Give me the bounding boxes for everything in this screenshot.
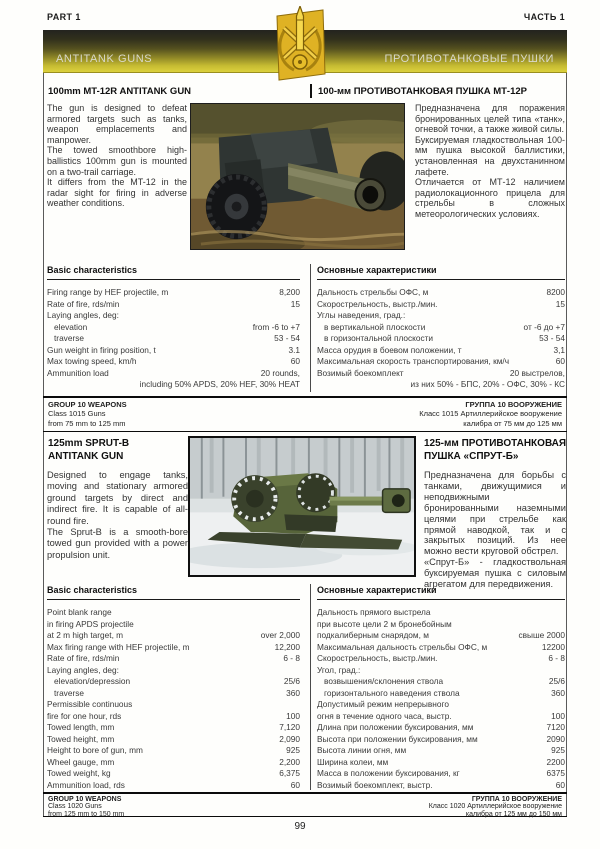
spec-value: 8,200 [279,287,300,297]
spec-row [317,688,565,700]
spec-row [47,745,300,757]
spec-row [317,757,565,769]
spec-row [317,780,565,792]
spec-row [317,630,565,642]
spec-label: Firing range by HEF projectile, m [47,287,169,297]
specs-table-ru [317,607,565,791]
paragraph: It differs from the MT-12 in the radar sight for firing in adverse weather conditions. [47,177,187,209]
running-head-part-ru: ЧАСТЬ 1 [523,12,565,22]
spec-label: Max towing speed, km/h [47,356,137,366]
spec-value [449,699,565,711]
group-line: GROUP 10 WEAPONS [48,400,127,409]
spec-label: traverse [54,333,84,343]
gun2-description-ru [424,470,566,590]
spec-row [317,619,565,631]
spec-value: from -6 to +7 [252,321,300,332]
group-footer-1-en [48,400,127,429]
paragraph: Буксируемая гладкоствольная 100-мм пушка высокой баллистики, установленная на двухстанинном лафете. [415,134,565,177]
paragraph: The Sprut-B is a smooth-bore towed gun provided with a power propulsion unit. [47,527,188,560]
spec-value: из них 50% - БПС, 20% - ОФС, 30% - КС [410,379,565,389]
gun2-description-en [47,470,188,561]
spec-row [47,688,300,700]
gun1-title-ru: 100-мм ПРОТИВОТАНКОВАЯ ПУШКА МТ-12Р [318,86,527,97]
spec-label: Скорострельность, выстр./мин. [317,298,438,309]
spec-label: Высота линии огня, мм [317,745,407,755]
spec-row [317,607,565,619]
spec-label: в вертикальной плоскости [324,321,426,332]
spec-value: 20 rounds, [260,367,300,378]
spec-value [132,699,300,711]
paragraph: Designed to engage tanks, moving and stationary armored ground targets by direct and indirect fire. It is capable of all-round fire. [47,470,188,526]
group-line: from 125 mm to 150 mm [48,810,125,818]
spec-value: 25/6 [548,676,565,686]
title-line: ПУШКА «СПРУТ-Б» [424,450,519,462]
spec-value: свыше 2000 [518,630,565,640]
spec-row [47,356,300,368]
spec-label: Скорострельность, выстр./мин. [317,653,438,663]
spec-value: 6 - 8 [548,653,565,663]
spec-label: Rate of fire, rds/min [47,653,120,663]
spec-label: Высота при положении буксирования, мм [317,733,478,744]
spec-value: 7120 [546,722,565,732]
page-number: 99 [294,821,306,832]
spec-row [317,699,565,711]
spec-value: 25/6 [283,676,300,686]
spec-value: 53 - 54 [539,333,565,343]
group-footer-2 [43,792,567,817]
spec-label: Laying angles, deg: [47,310,119,320]
spec-value: 60 [290,779,300,790]
gun1-description-ru [415,103,565,220]
group-line: Класс 1015 Артиллерийское вооружение [419,409,562,419]
title-line: 125-мм ПРОТИВОТАНКОВАЯ [424,438,567,449]
spec-label: Дальность прямого выстрела [317,607,431,617]
specs-title-en: Basic characteristics [47,585,300,600]
title-line: ANTITANK GUN [48,450,124,462]
spec-row [317,322,565,334]
paragraph: Предназначена для поражения бронированных целей типа «танк», огневой точки, а также живой силы. [415,103,565,135]
spec-value: 6,375 [279,768,300,778]
specs-table-en [47,607,300,791]
spec-row [47,780,300,792]
spec-label: горизонтального наведения ствола [324,687,460,698]
spec-label: Угол, град.: [317,664,361,675]
spec-value [452,619,565,631]
spec-label: Towed height, mm [47,733,115,744]
group-footer-2-ru [428,796,562,818]
specs-table-en [47,287,300,391]
spec-row [317,665,565,677]
spec-row [317,299,565,311]
spec-label: Допустимый режим непрерывного [317,699,449,709]
spec-label: Laying angles, deg: [47,664,119,675]
spec-label: при высоте цели 2 м бронебойным [317,618,452,629]
spec-label: Height to bore of gun, mm [47,745,143,755]
spec-row [317,333,565,345]
spec-label: Максимальная скорость транспортирования, км/ч [317,356,510,366]
spec-row [317,310,565,322]
spec-label: Point blank range [47,607,112,617]
spec-row [317,734,565,746]
spec-row [47,630,300,642]
group-line: Class 1015 Guns [48,409,106,419]
spec-row [47,699,300,711]
spec-value: 6 - 8 [283,653,300,663]
spec-value: 6375 [546,768,565,778]
spec-value: 925 [286,745,300,755]
spec-row [47,379,300,391]
spec-value: 12,200 [274,641,300,652]
spec-label: Максимальная дальность стрельбы ОФС, м [317,641,488,652]
spec-label: Wheel gauge, mm [47,756,115,767]
paragraph: Предназначена для борьбы с танками, движущимися и неподвижными бронированными наземными целями при стрельбе как прямой наводкой, так и с закрытых позиций. Из нее можно вести круговой обстрел. [424,470,566,557]
spec-value: 8200 [546,287,565,297]
spec-row [47,734,300,746]
spec-value [119,310,300,322]
gun2-specs-ru [317,585,565,791]
gun2-title-ru [424,438,566,463]
spec-value: 53 - 54 [274,333,300,343]
spec-row [317,642,565,654]
spec-label: Max firing range with HEF projectile, m [47,641,190,652]
spec-label: fire for one hour, rds [47,710,122,721]
spec-row [47,368,300,380]
spec-value: 15 [290,298,300,309]
running-head-part-en: PART 1 [47,12,81,22]
group-line: from 75 mm to 125 mm [48,418,126,428]
spec-row [47,287,300,299]
group-line: Class 1020 Guns [48,803,102,811]
spec-value [360,665,565,677]
gun2-photo [188,436,416,577]
spec-row [47,333,300,345]
spec-value: 360 [551,687,565,698]
spec-value: 15 [555,298,565,309]
group-footer-1 [43,396,567,432]
spec-row [47,322,300,334]
spec-value [405,310,565,322]
spec-row [317,287,565,299]
spec-label: in firing APDS projectile [47,618,134,629]
banner-title-ru: ПРОТИВОТАНКОВЫЕ ПУШКИ [384,53,554,65]
spec-label: Gun weight in firing position, t [47,344,156,355]
spec-label: elevation [54,321,88,332]
spec-row [47,757,300,769]
spec-row [317,711,565,723]
spec-label: Ammunition load [47,367,109,378]
gun2-title-en [48,438,129,463]
title-line: 125mm SPRUT-B [48,438,130,449]
spec-row [317,768,565,780]
group-line: ГРУППА 10 ВООРУЖЕНИЕ [465,400,562,409]
spec-label: возвышения/склонения ствола [324,676,444,686]
spec-label: Ammunition load, rds [47,779,125,790]
spec-value: 100 [286,710,300,721]
gun1-photo [190,103,405,250]
column-divider [310,584,311,790]
spec-value: 7,120 [279,722,300,732]
spec-label: elevation/depression [54,676,131,686]
spec-row [317,676,565,688]
group-line: Класс 1020 Артиллерийское вооружение [428,803,562,811]
spec-row [47,722,300,734]
spec-row [47,768,300,780]
gun1-specs-ru [317,265,565,391]
gun2-specs-en [47,585,300,791]
specs-title-ru: Основные характеристики [317,265,565,280]
spec-value [134,619,300,631]
spec-value: 925 [551,745,565,755]
group-line: калибра от 75 мм до 125 мм [463,418,562,428]
spec-row [47,299,300,311]
column-divider [310,264,311,392]
spec-label: Дальность стрельбы ОФС, м [317,287,429,297]
specs-title-ru: Основные характеристики [317,585,565,600]
spec-label: Длина при положении буксирования, мм [317,722,474,732]
group-line: ГРУППА 10 ВООРУЖЕНИЕ [471,796,562,803]
spec-row [47,345,300,357]
spec-label: подкалиберным снарядом, м [317,630,429,640]
paragraph: Отличается от МТ-12 наличием радиолокационного прицела для стрельбы в сложных метеорологических условиях. [415,177,565,219]
spec-value: 60 [290,356,300,366]
spec-label: Towed weight, kg [47,768,111,778]
spec-row [317,653,565,665]
spec-value [119,665,300,677]
spec-label: Ширина колеи, мм [317,756,389,767]
spec-row [317,745,565,757]
spec-value: 2200 [546,756,565,767]
spec-value: 3,1 [553,344,565,355]
spec-row [47,711,300,723]
group-line: GROUP 10 WEAPONS [48,796,122,803]
spec-label: at 2 m high target, m [47,630,124,640]
spec-label: Rate of fire, rds/min [47,298,120,309]
spec-row [47,607,300,619]
spec-label: Возимый боекомплект, выстр. [317,779,433,790]
spec-value [431,607,566,619]
paragraph: The gun is designed to defeat armored targets such as tanks, weapon emplacements and manpower. [47,103,187,145]
banner-title-en: ANTITANK GUNS [56,53,153,65]
spec-row [47,642,300,654]
spec-value: 2090 [546,733,565,744]
group-footer-2-en [48,796,125,818]
spec-label: Углы наведения, град.: [317,310,406,320]
gun1-specs-en [47,265,300,391]
spec-value: 12200 [541,641,565,652]
spec-label: Возимый боекомплект [317,367,404,378]
spec-label: Towed length, mm [47,722,115,732]
spec-value: 100 [551,710,565,721]
spec-row [47,653,300,665]
spec-value: 3.1 [288,344,300,355]
group-line: калибра от 125 мм до 150 мм [465,810,562,818]
spec-value: 60 [555,356,565,366]
spec-value: 60 [555,779,565,790]
paragraph: «Спрут-Б» - гладкоствольная буксируемая пушка с силовым агрегатом для передвижения. [424,557,566,590]
spec-value: 2,090 [279,733,300,744]
spec-value: 20 выстрелов, [509,367,565,378]
spec-row [47,310,300,322]
group-footer-1-ru [419,400,562,429]
spec-label: в горизонтальной плоскости [324,333,434,343]
spec-row [47,676,300,688]
spec-value: over 2,000 [260,630,300,640]
spec-value: от -6 до +7 [523,321,565,332]
spec-label: Permissible continuous [47,699,133,709]
spec-row [317,379,565,391]
spec-value [112,607,300,619]
spec-label: Масса орудия в боевом положении, т [317,344,462,355]
spec-row [317,345,565,357]
spec-row [47,665,300,677]
spec-row [317,356,565,368]
spec-row [317,722,565,734]
spec-value: 2,200 [279,756,300,767]
paragraph: The towed smoothbore high-ballistics 100mm gun is mounted on a two-trail carriage. [47,145,187,177]
spec-label: traverse [54,687,84,698]
spec-row [47,619,300,631]
specs-title-en: Basic characteristics [47,265,300,280]
spec-row [317,368,565,380]
title-divider [310,84,312,98]
spec-value: 360 [286,687,300,698]
specs-table-ru [317,287,565,391]
gun1-description-en [47,103,187,209]
spec-label: огня в течение одного часа, выстр. [317,710,452,721]
gun1-title-en: 100mm MT-12R ANTITANK GUN [48,86,192,97]
spec-value: including 50% APDS, 20% HEF, 30% HEAT [139,379,300,389]
spec-label: Масса в положении буксирования, кг [317,768,460,778]
